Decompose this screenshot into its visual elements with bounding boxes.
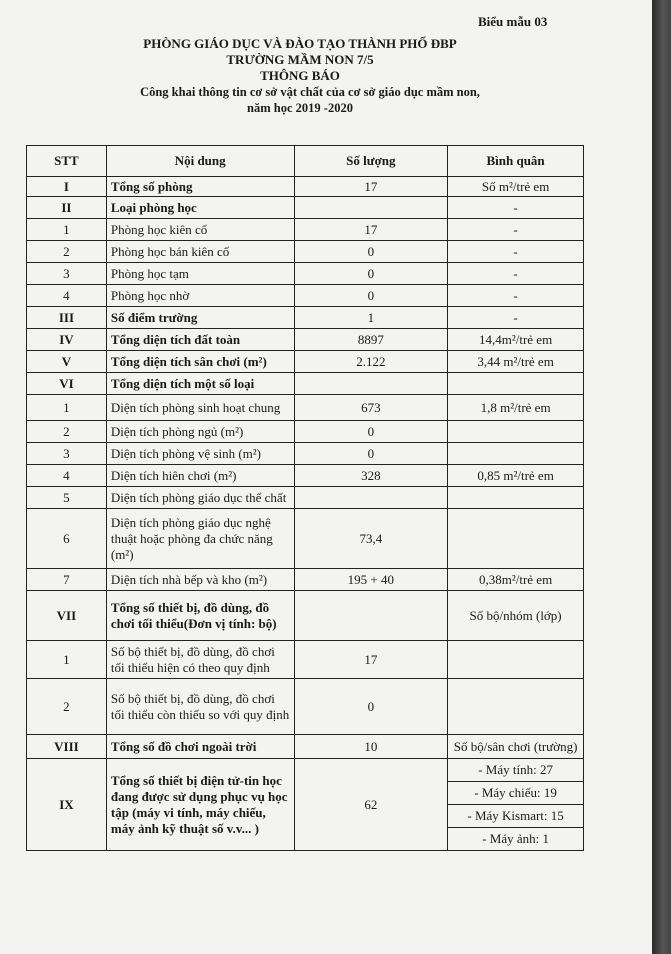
device-item: - Máy ảnh: 1 [482,831,549,846]
cell-content: Tổng số thiết bị điện tử-tin học đang được sử dụng phục vụ học tập (máy vi tính, máy chiếu, máy ảnh kỹ thuật số v.v... ) [106,759,294,851]
cell-avg: - [448,241,584,263]
cell-avg [448,487,584,509]
col-header: Số lượng [294,146,448,177]
table-row [27,395,584,421]
cell-avg: - [448,219,584,241]
cell-qty: 73,4 [294,509,448,569]
cell-avg [448,421,584,443]
cell-stt: 1 [27,395,107,421]
col-header: Bình quân [448,146,584,177]
device-item: - Máy Kismart: 15 [448,805,583,828]
col-header: STT [27,146,107,177]
table-row [27,759,584,851]
cell-content: Diện tích nhà bếp và kho (m²) [106,569,294,591]
cell-stt: 2 [27,241,107,263]
cell-content: Tổng diện tích đất toàn [106,329,294,351]
cell-qty: 8897 [294,329,448,351]
table-row [27,263,584,285]
cell-content: Tổng diện tích một số loại [106,373,294,395]
cell-stt: IX [27,759,107,851]
cell-stt: 5 [27,487,107,509]
cell-qty: 1 [294,307,448,329]
table-row [27,241,584,263]
background-edge [652,0,671,954]
cell-qty [294,487,448,509]
cell-avg: 0,38m²/trẻ em [448,569,584,591]
cell-qty: 0 [294,679,448,735]
cell-content: Loại phòng học [106,197,294,219]
cell-qty: 17 [294,177,448,197]
table-row [27,679,584,735]
table-row [27,443,584,465]
table-header-row [27,146,584,177]
cell-qty: 2.122 [294,351,448,373]
table-row [27,285,584,307]
cell-content: Tổng số đồ chơi ngoài trời [106,735,294,759]
cell-content: Tổng số phòng [106,177,294,197]
cell-content: Diện tích phòng sinh hoạt chung [106,395,294,421]
table-row [27,373,584,395]
table-row [27,465,584,487]
col-header: Nội dung [106,146,294,177]
cell-avg [448,641,584,679]
cell-avg [448,373,584,395]
notice-title: THÔNG BÁO [260,68,340,83]
cell-content: Diện tích phòng ngủ (m²) [106,421,294,443]
cell-stt: 4 [27,285,107,307]
cell-content: Diện tích phòng vệ sinh (m²) [106,443,294,465]
table-row [27,641,584,679]
cell-content: Phòng học kiên cố [106,219,294,241]
cell-qty: 0 [294,443,448,465]
table-row [27,177,584,197]
cell-stt: 1 [27,219,107,241]
notice-subtitle: Công khai thông tin cơ sở vật chất của cơ sở giáo dục mầm non, [140,85,480,99]
school-year: năm học 2019 -2020 [247,101,353,115]
cell-qty: 17 [294,219,448,241]
cell-qty: 195 + 40 [294,569,448,591]
cell-avg: 1,8 m²/trẻ em [448,395,584,421]
form-number: Biểu mẫu 03 [478,14,548,29]
cell-avg: 3,44 m²/trẻ em [448,351,584,373]
cell-stt: V [27,351,107,373]
cell-qty: 62 [294,759,448,851]
cell-qty: 673 [294,395,448,421]
cell-avg: 0,85 m²/trẻ em [448,465,584,487]
cell-stt: 1 [27,641,107,679]
cell-avg: - [448,307,584,329]
table-row [27,591,584,641]
table-row [27,509,584,569]
table-row [27,569,584,591]
device-item: - Máy chiếu: 19 [448,782,583,805]
cell-content: Diện tích hiên chơi (m²) [106,465,294,487]
school-name: TRƯỜNG MẦM NON 7/5 [226,52,374,67]
cell-stt: III [27,307,107,329]
cell-stt: VIII [27,735,107,759]
cell-content: Phòng học bán kiên cố [106,241,294,263]
cell-avg [448,443,584,465]
table-row [27,307,584,329]
table-row [27,351,584,373]
cell-content: Số bộ thiết bị, đồ dùng, đồ chơi tối thiểu hiện có theo quy định [106,641,294,679]
department-name: PHÒNG GIÁO DỤC VÀ ĐÀO TẠO THÀNH PHỐ ĐBP [143,36,457,51]
table-row [27,421,584,443]
cell-stt: 7 [27,569,107,591]
cell-content: Diện tích phòng giáo dục nghệ thuật hoặc phòng đa chức năng (m²) [106,509,294,569]
table-row [27,329,584,351]
document-header [0,36,600,116]
cell-qty: 17 [294,641,448,679]
table-row [27,219,584,241]
cell-avg: - [448,197,584,219]
cell-avg [448,679,584,735]
cell-avg: Số bộ/nhóm (lớp) [448,591,584,641]
cell-qty: 0 [294,241,448,263]
table-row [27,197,584,219]
cell-stt: IV [27,329,107,351]
table-row [27,735,584,759]
cell-content: Tổng số thiết bị, đồ dùng, đồ chơi tối thiểu(Đơn vị tính: bộ) [106,591,294,641]
cell-avg: 14,4m²/trẻ em [448,329,584,351]
cell-stt: VI [27,373,107,395]
cell-qty: 0 [294,263,448,285]
cell-qty: 10 [294,735,448,759]
device-item: - Máy tính: 27 [448,759,583,782]
cell-avg: - [448,285,584,307]
cell-stt: 3 [27,263,107,285]
cell-avg [448,759,584,851]
cell-stt: 4 [27,465,107,487]
cell-avg: Số bộ/sân chơi (trường) [448,735,584,759]
cell-content: Số bộ thiết bị, đồ dùng, đồ chơi tối thiểu còn thiếu so với quy định [106,679,294,735]
cell-qty [294,373,448,395]
cell-content: Diện tích phòng giáo dục thể chất [106,487,294,509]
cell-stt: VII [27,591,107,641]
cell-avg: Số m²/trẻ em [448,177,584,197]
cell-content: Tổng diện tích sân chơi (m²) [106,351,294,373]
cell-qty: 328 [294,465,448,487]
facilities-table [26,145,584,851]
cell-qty [294,197,448,219]
table-row [27,487,584,509]
cell-stt: 2 [27,421,107,443]
cell-qty: 0 [294,421,448,443]
cell-stt: I [27,177,107,197]
cell-qty [294,591,448,641]
cell-content: Phòng học nhờ [106,285,294,307]
cell-avg [448,509,584,569]
cell-avg: - [448,263,584,285]
cell-content: Số điểm trường [106,307,294,329]
cell-stt: 6 [27,509,107,569]
cell-stt: 2 [27,679,107,735]
cell-qty: 0 [294,285,448,307]
cell-stt: II [27,197,107,219]
cell-content: Phòng học tạm [106,263,294,285]
cell-stt: 3 [27,443,107,465]
